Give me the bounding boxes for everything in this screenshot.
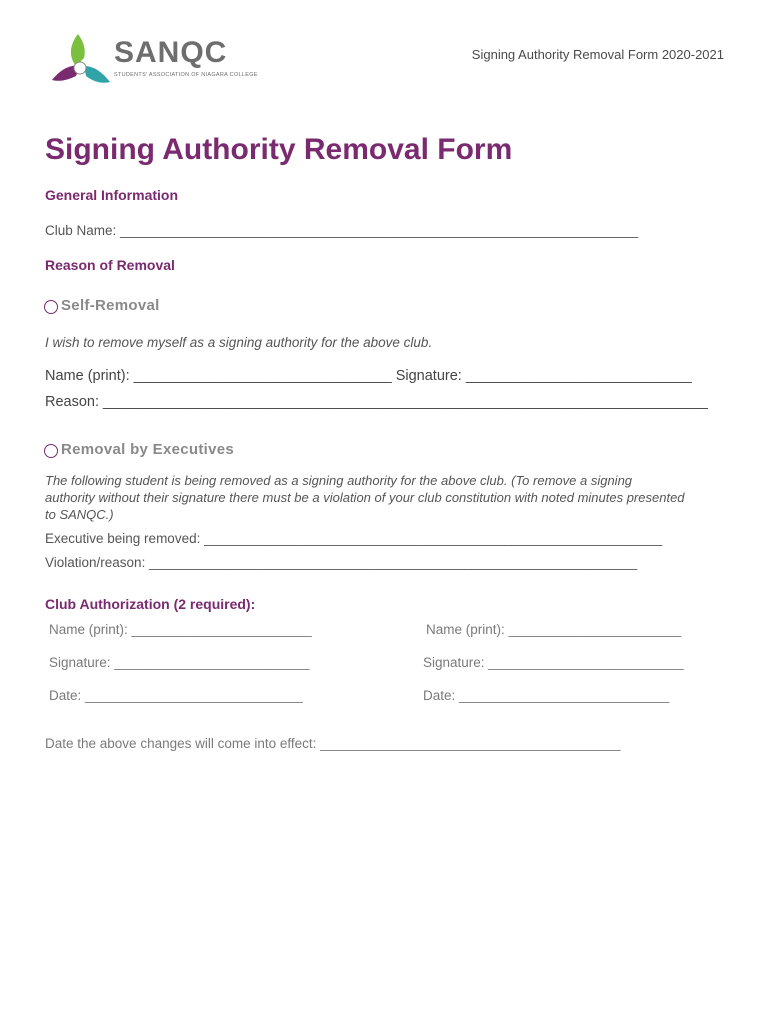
auth2-date-field[interactable]: Date: ____________________________ xyxy=(423,688,670,703)
auth1-name-field[interactable]: Name (print): ________________________ xyxy=(49,622,312,637)
auth2-name-field[interactable]: Name (print): _______________________ xyxy=(426,622,682,637)
brand-name: SANQC xyxy=(114,36,228,69)
logo-emblem xyxy=(52,34,110,83)
auth2-signature-field[interactable]: Signature: __________________________ xyxy=(423,655,684,670)
brand-tagline: STUDENTS' ASSOCIATION OF NIAGARA COLLEGE xyxy=(114,72,258,78)
self-removal-name-signature-field[interactable]: Name (print): ________________________________ Signature: ____________________________ xyxy=(45,368,692,384)
self-removal-label: Self-Removal xyxy=(61,297,160,314)
exec-removal-label: Removal by Executives xyxy=(61,441,235,458)
auth1-signature-field[interactable]: Signature: __________________________ xyxy=(49,655,310,670)
exec-removal-statement: The following student is being removed as a signing authority for the above club. (To remove a signing authority without their signature there must be a violation of your club constitution with noted minutes presented to SANQC.) xyxy=(45,473,685,522)
violation-reason-field[interactable]: Violation/reason: _________________________________________________________________ xyxy=(45,555,638,570)
general-info-heading: General Information xyxy=(45,187,179,203)
executive-removed-field[interactable]: Executive being removed: _____________________________________________________________ xyxy=(45,531,663,546)
self-removal-radio[interactable] xyxy=(44,300,58,314)
self-removal-reason-field[interactable]: Reason: ___________________________________________________________________________ xyxy=(45,394,708,410)
authorization-heading: Club Authorization (2 required): xyxy=(45,596,256,612)
effective-date-field[interactable]: Date the above changes will come into effect: ________________________________________ xyxy=(45,736,621,751)
exec-removal-radio[interactable] xyxy=(44,444,58,458)
auth1-date-field[interactable]: Date: _____________________________ xyxy=(49,688,303,703)
reason-heading: Reason of Removal xyxy=(45,257,175,273)
document-label: Signing Authority Removal Form 2020-2021 xyxy=(471,47,724,62)
page-title: Signing Authority Removal Form xyxy=(45,133,513,166)
self-removal-statement: I wish to remove myself as a signing authority for the above club. xyxy=(45,335,433,350)
club-name-field[interactable]: Club Name: _____________________________________________________________________ xyxy=(45,223,639,238)
